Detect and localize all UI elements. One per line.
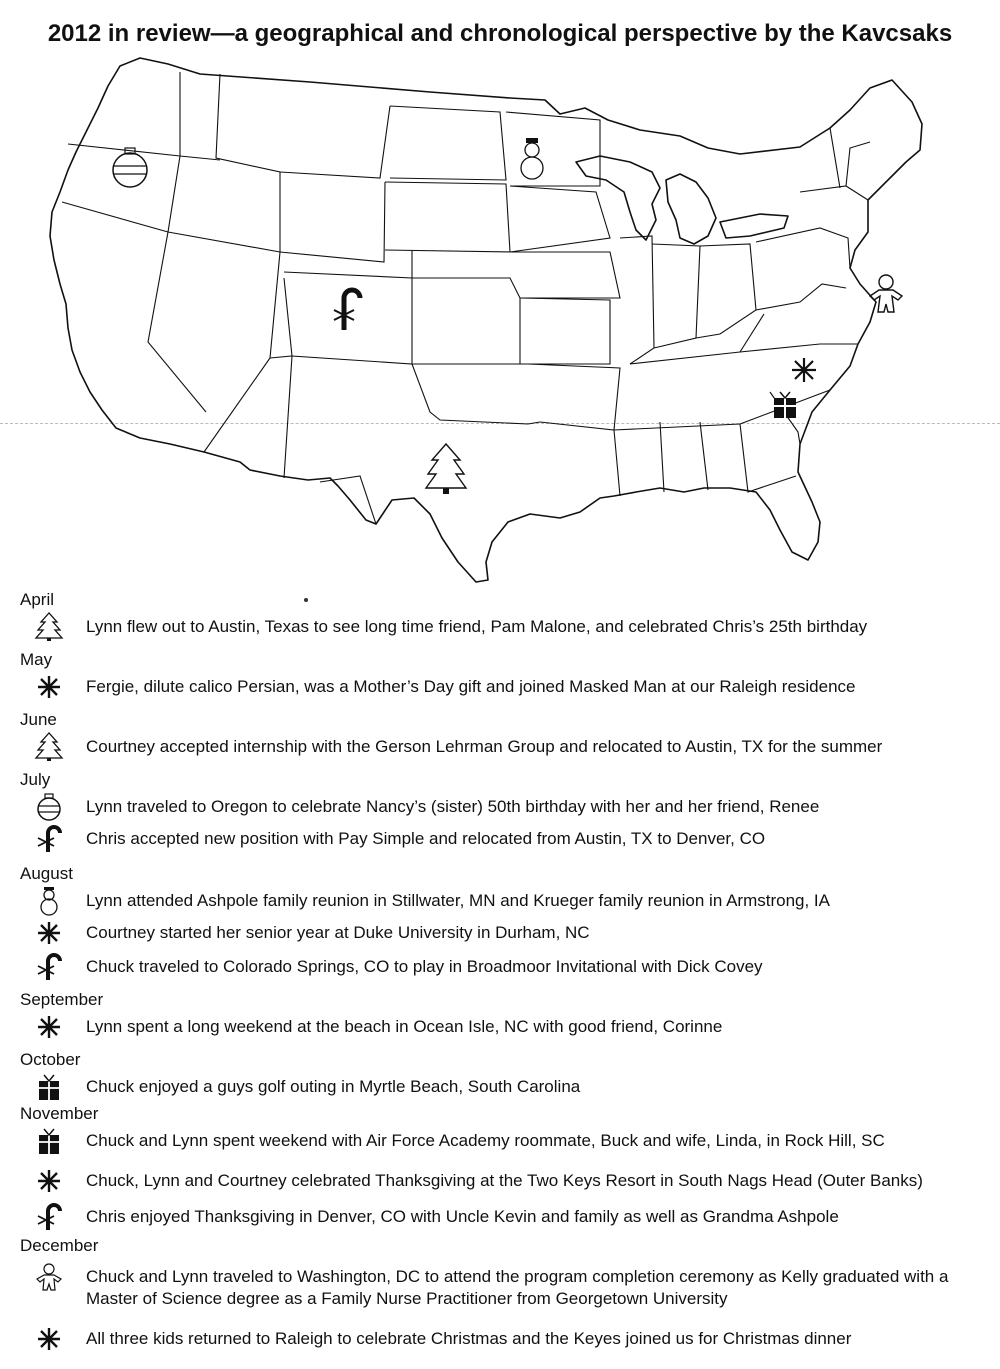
page-title: 2012 in review—a geographical and chronological perspective by the Kavcsaks [47,20,953,47]
event-text: Courtney started her senior year at Duke University in Durham, NC [86,923,590,942]
month-heading-june: June [20,710,57,729]
snowflake-icon [34,1166,64,1196]
ornament-icon [34,792,64,822]
month-heading-august: August [20,864,73,883]
event-text: Lynn flew out to Austin, Texas to see long time friend, Pam Malone, and celebrated Chris’s 25th birthday [86,617,868,636]
snowflake-icon [34,1324,64,1354]
month-heading-october: October [20,1050,81,1069]
event-text: Lynn attended Ashpole family reunion in Stillwater, MN and Krueger family reunion in Armstrong, IA [86,891,830,910]
event-text: Chuck enjoyed a guys golf outing in Myrtle Beach, South Carolina [86,1077,581,1096]
candy-cane-icon [34,952,64,982]
candy-cane-icon [34,1202,64,1232]
snowman-icon [34,886,64,916]
event-text: Lynn spent a long weekend at the beach in Ocean Isle, NC with good friend, Corinne [86,1017,723,1036]
month-heading-july: July [20,770,51,789]
snowflake-icon [34,1012,64,1042]
snowflake-icon [34,918,64,948]
us-map [40,52,960,592]
event-text: Chris accepted new position with Pay Simple and relocated from Austin, TX to Denver, CO [86,829,766,848]
month-heading-september: September [20,990,104,1009]
event-text: All three kids returned to Raleigh to celebrate Christmas and the Keyes joined us for Christmas dinner [86,1329,852,1348]
map-gift-icon [774,392,796,418]
christmas-tree-icon [34,612,64,642]
month-heading-april: April [20,590,55,609]
month-heading-december: December [20,1236,99,1255]
map-snowman-icon [521,138,543,179]
scan-speck [304,598,308,602]
gift-icon [34,1126,64,1156]
event-text: Lynn traveled to Oregon to celebrate Nancy’s (sister) 50th birthday with her and her friend, Renee [86,797,820,816]
event-text: Chris enjoyed Thanksgiving in Denver, CO with Uncle Kevin and family as well as Grandma Ashpole [86,1207,839,1226]
christmas-tree-icon [34,732,64,762]
map-candy-cane-icon [334,290,360,330]
event-text: Fergie, dilute calico Persian, was a Mother’s Day gift and joined Masked Man at our Raleigh residence [86,677,856,696]
map-christmas-tree-icon [426,444,466,494]
event-text: Chuck and Lynn traveled to Washington, DC to attend the program completion ceremony as Kelly graduated with a Master of Science degree as a Family Nurse Practitioner from Georgetown University [86,1267,949,1308]
event-text: Chuck, Lynn and Courtney celebrated Thanksgiving at the Two Keys Resort in South Nags Head (Outer Banks) [86,1171,923,1190]
snowflake-icon [34,672,64,702]
event-text: Chuck traveled to Colorado Springs, CO to play in Broadmoor Invitational with Dick Covey [86,957,763,976]
month-heading-may: May [20,650,53,669]
candy-cane-icon [34,824,64,854]
event-text: Chuck and Lynn spent weekend with Air Force Academy roommate, Buck and wife, Linda, in Rock Hill, SC [86,1131,885,1150]
gift-icon [34,1072,64,1102]
us-map-outline [40,52,960,592]
map-snowflake-icon [792,358,816,382]
map-ornament-icon [113,148,147,187]
gingerbread-man-icon [34,1262,64,1292]
event-text: Courtney accepted internship with the Gerson Lehrman Group and relocated to Austin, TX for the summer [86,737,883,756]
month-heading-november: November [20,1104,99,1123]
